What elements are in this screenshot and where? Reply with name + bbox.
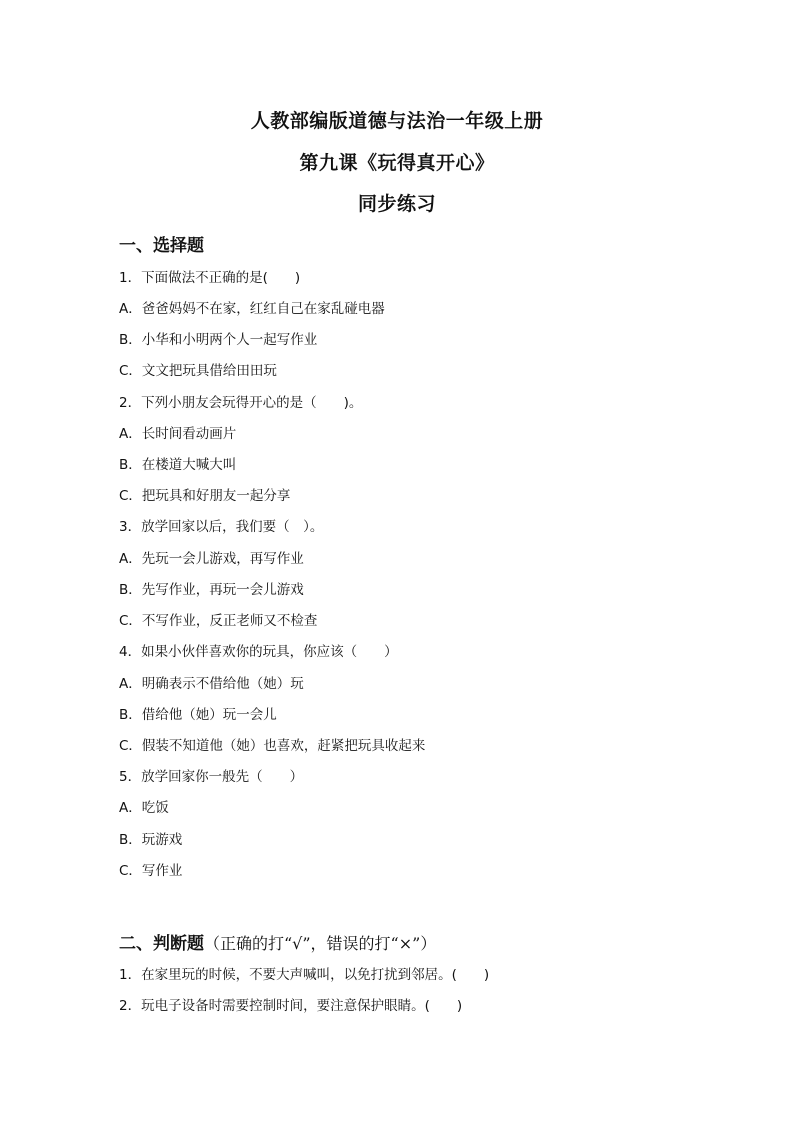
question-4-option-b: B．借给他（她）玩一会儿 — [119, 707, 277, 723]
question-stem-3: 3．放学回家以后，我们要（ ）。 — [119, 519, 324, 535]
question-stem-1: 1．下面做法不正确的是( ) — [119, 270, 301, 286]
question-3-option-a: A．先玩一会儿游戏，再写作业 — [119, 551, 304, 567]
question-5-option-b: B．玩游戏 — [119, 832, 183, 848]
true-false-item-1: 1．在家里玩的时候，不要大声喊叫，以免打扰到邻居。( ) — [119, 967, 490, 983]
question-3-option-b: B．先写作业，再玩一会儿游戏 — [119, 582, 304, 598]
title-practice: 同步练习 — [357, 193, 436, 215]
question-5-option-c: C．写作业 — [119, 863, 183, 879]
question-1-option-c: C．文文把玩具借给田田玩 — [119, 363, 277, 379]
question-3-option-c: C．不写作业，反正老师又不检查 — [119, 613, 318, 629]
question-stem-5: 5．放学回家你一般先（ ） — [119, 769, 304, 785]
question-2-option-a: A．长时间看动画片 — [119, 426, 237, 442]
question-4-option-c: C．假装不知道他（她）也喜欢，赶紧把玩具收起来 — [119, 738, 426, 754]
question-stem-2: 2．下列小朋友会玩得开心的是（ )。 — [119, 395, 363, 411]
section-heading-true-false-note: （正确的打“√”，错误的打“×”） — [204, 934, 437, 953]
question-1-option-a: A．爸爸妈妈不在家，红红自己在家乱碰电器 — [119, 301, 385, 317]
title-lesson: 第九课《玩得真开心》 — [299, 152, 495, 174]
section-heading-true-false-title: 二、判断题 — [119, 934, 204, 954]
title-textbook: 人教部编版道德与法治一年级上册 — [250, 110, 544, 132]
section-heading-true-false — [119, 929, 436, 954]
question-2-option-c: C．把玩具和好朋友一起分享 — [119, 488, 291, 504]
question-4-option-a: A．明确表示不借给他（她）玩 — [119, 676, 304, 692]
true-false-item-2: 2．玩电子设备时需要控制时间，要注意保护眼睛。( ) — [119, 998, 463, 1014]
question-stem-4: 4．如果小伙伴喜欢你的玩具，你应该（ ） — [119, 644, 398, 660]
question-1-option-b: B．小华和小明两个人一起写作业 — [119, 332, 318, 348]
question-5-option-a: A．吃饭 — [119, 800, 169, 816]
question-2-option-b: B．在楼道大喊大叫 — [119, 457, 237, 473]
section-heading-multiple-choice: 一、选择题 — [119, 236, 204, 256]
